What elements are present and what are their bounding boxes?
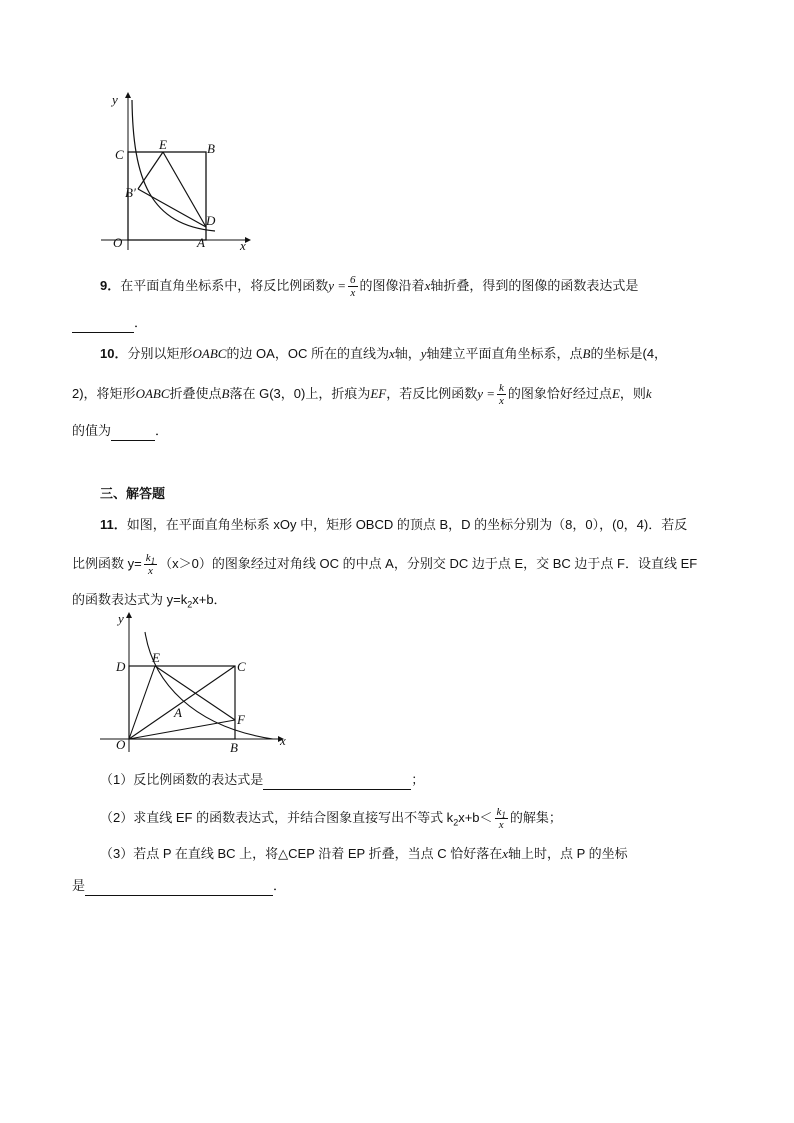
q9-frac-den: x — [350, 287, 356, 299]
q9-axis-var: x — [424, 277, 431, 293]
x-axis-label: x — [280, 733, 286, 748]
y-axis-arrow — [125, 92, 131, 98]
segment-oe — [129, 666, 155, 739]
q11-fraction — [144, 552, 157, 577]
q11-sub1 — [100, 770, 424, 790]
q11-line1-text: 如图，在平面直角坐标系 xOy 中，矩形 OBCD 的顶点 B，D 的坐标分别为（8，0），(0，4)．若反 — [126, 517, 688, 532]
q11-line3 — [72, 590, 227, 610]
label-C: C — [237, 659, 246, 674]
q11-sub2-a: （2）求直线 EF 的函数表达式，并结合图象直接写出不等式 k — [100, 809, 454, 825]
q9-formula-lhs: y = — [328, 277, 347, 293]
q10-line1-e: 的坐标是(4， — [590, 346, 668, 361]
label-O: O — [113, 235, 123, 250]
y-axis-label: y — [118, 612, 124, 626]
q11-sub3-end: ． — [273, 878, 287, 893]
q11-sub2-c: 的解集； — [509, 809, 562, 825]
q11-line1 — [100, 515, 687, 535]
q10-line2-e: 的图象恰好经过点 — [507, 385, 612, 401]
q10-fraction — [497, 382, 506, 407]
q11-line3-a: 的函数表达式为 y=k — [72, 592, 188, 607]
q9-text-after: 轴折叠，得到的图像的函数表达式是 — [430, 277, 639, 293]
q9-answer-blank[interactable] — [72, 318, 134, 333]
q10-line1 — [100, 344, 667, 364]
q11-sub1-text: （1）反比例函数的表达式是 — [100, 772, 264, 787]
x-axis-arrow — [245, 237, 251, 243]
label-D: D — [116, 659, 126, 674]
q11-frac-num-k: k — [145, 552, 151, 564]
q10-e-var: E — [611, 385, 620, 401]
q11-line2-a: 比例函数 y= — [72, 555, 142, 571]
label-C: C — [115, 147, 124, 162]
q11-sub2-sub: 2 — [453, 817, 459, 828]
q11-sub3-var: x — [502, 846, 509, 861]
figure-q11 — [98, 612, 293, 757]
segment-b-prime-d — [138, 189, 206, 227]
q10-formula-lhs: y = — [477, 385, 496, 401]
q10-ef: EF — [370, 385, 387, 401]
q10-line2 — [72, 382, 652, 407]
q10-line1-b: 的边 OA，OC 所在的直线为 — [226, 346, 389, 361]
q10-b-var: B — [582, 346, 591, 361]
q11-frac-num — [144, 552, 157, 565]
segment-of — [129, 720, 235, 739]
q10-line2-b: 折叠使点 — [169, 385, 222, 401]
q11-sub2-frac-num-sub: 1 — [501, 810, 506, 821]
q11-frac-num-sub: 1 — [150, 556, 156, 567]
label-D: D — [206, 213, 216, 228]
q11-sub2-b: x+b＜ — [458, 809, 493, 825]
q10-x-var: x — [388, 346, 395, 361]
q11-sub2-frac-den: x — [498, 819, 504, 831]
segment-eb-prime — [138, 152, 163, 189]
q10-line2-f: ，则 — [619, 385, 646, 401]
q11-sub3-blank[interactable] — [85, 881, 273, 896]
q9-fraction — [348, 274, 358, 299]
label-E: E — [159, 137, 167, 152]
q10-line2-a: 2)，将矩形 — [72, 385, 136, 401]
q11-sub3-b: 轴上时，点 P 的坐标 — [508, 846, 628, 861]
q9-frac-num: 6 — [350, 274, 356, 286]
q11-sub2-frac-num — [495, 806, 508, 819]
y-axis-label: y — [112, 92, 118, 107]
q10-line3-a: 的值为 — [72, 423, 112, 438]
label-F: F — [237, 712, 245, 727]
label-B: B — [207, 141, 215, 156]
hyperbola-curve — [145, 632, 273, 739]
q9-line1 — [100, 274, 638, 299]
q11-number: 11． — [100, 517, 127, 532]
figure-q10 — [95, 90, 255, 255]
q10-y-var: y — [420, 346, 427, 361]
label-B: B — [230, 740, 238, 755]
q10-number: 10． — [100, 346, 128, 361]
q11-sub1-end: ； — [411, 772, 425, 787]
label-A: A — [197, 235, 205, 250]
q11-line2 — [72, 552, 697, 577]
y-axis-arrow — [126, 612, 132, 618]
q11-line3-sub: 2 — [187, 599, 193, 610]
q11-sub3-line2-text: 是 — [72, 878, 86, 893]
q10-line3 — [72, 421, 168, 441]
q10-line2-c: 落在 G(3，0)上，折痕为 — [229, 385, 371, 401]
q9-text-before: 在平面直角坐标系中，将反比例函数 — [120, 277, 329, 293]
q10-line1-c: 轴， — [394, 346, 421, 361]
q10-line1-d: 轴建立平面直角坐标系，点 — [426, 346, 583, 361]
q10-b-var-2: B — [221, 385, 230, 401]
section-title: 三、解答题 — [100, 486, 166, 501]
q11-sub3-a: （3）若点 P 在直线 BC 上，将△CEP 沿着 EP 折叠，当点 C 恰好落在 — [100, 846, 503, 861]
label-E: E — [152, 650, 160, 665]
q11-sub3-line2 — [72, 876, 286, 896]
q10-k-var: k — [645, 385, 652, 401]
q10-frac-den: x — [499, 395, 504, 407]
q11-sub1-blank[interactable] — [263, 775, 411, 790]
q11-sub3-line1 — [100, 844, 628, 864]
label-B-prime: B′ — [125, 185, 136, 200]
q10-line3-end: ． — [155, 423, 169, 438]
q9-end: ． — [134, 315, 148, 330]
hyperbola-curve — [132, 100, 215, 231]
q10-answer-blank[interactable] — [111, 426, 155, 441]
q10-line1-a: 分别以矩形 — [127, 346, 193, 361]
q10-line2-d: ，若反比例函数 — [386, 385, 478, 401]
x-axis-label: x — [240, 238, 246, 253]
q11-sub2 — [100, 806, 562, 831]
label-O: O — [116, 737, 126, 752]
q9-line2 — [72, 313, 147, 333]
q10-frac-num: k — [499, 382, 504, 394]
label-A: A — [174, 705, 182, 720]
q11-sub2-frac-num-k: k — [496, 806, 502, 818]
q11-line2-b: （x＞0）的图象经过对角线 OC 的中点 A，分别交 DC 边于点 E，交 BC 边于点 F．设直线 EF — [159, 555, 698, 571]
q11-line3-b: x+b． — [192, 592, 227, 607]
diagonal-oc — [129, 666, 235, 739]
q9-text-mid: 的图像沿着 — [359, 277, 425, 293]
q10-rect-name: OABC — [192, 346, 227, 361]
q11-sub2-fraction — [495, 806, 508, 831]
q9-number: 9． — [100, 277, 121, 293]
q11-frac-den: x — [147, 565, 153, 577]
q10-rect-name-2: OABC — [135, 385, 170, 401]
